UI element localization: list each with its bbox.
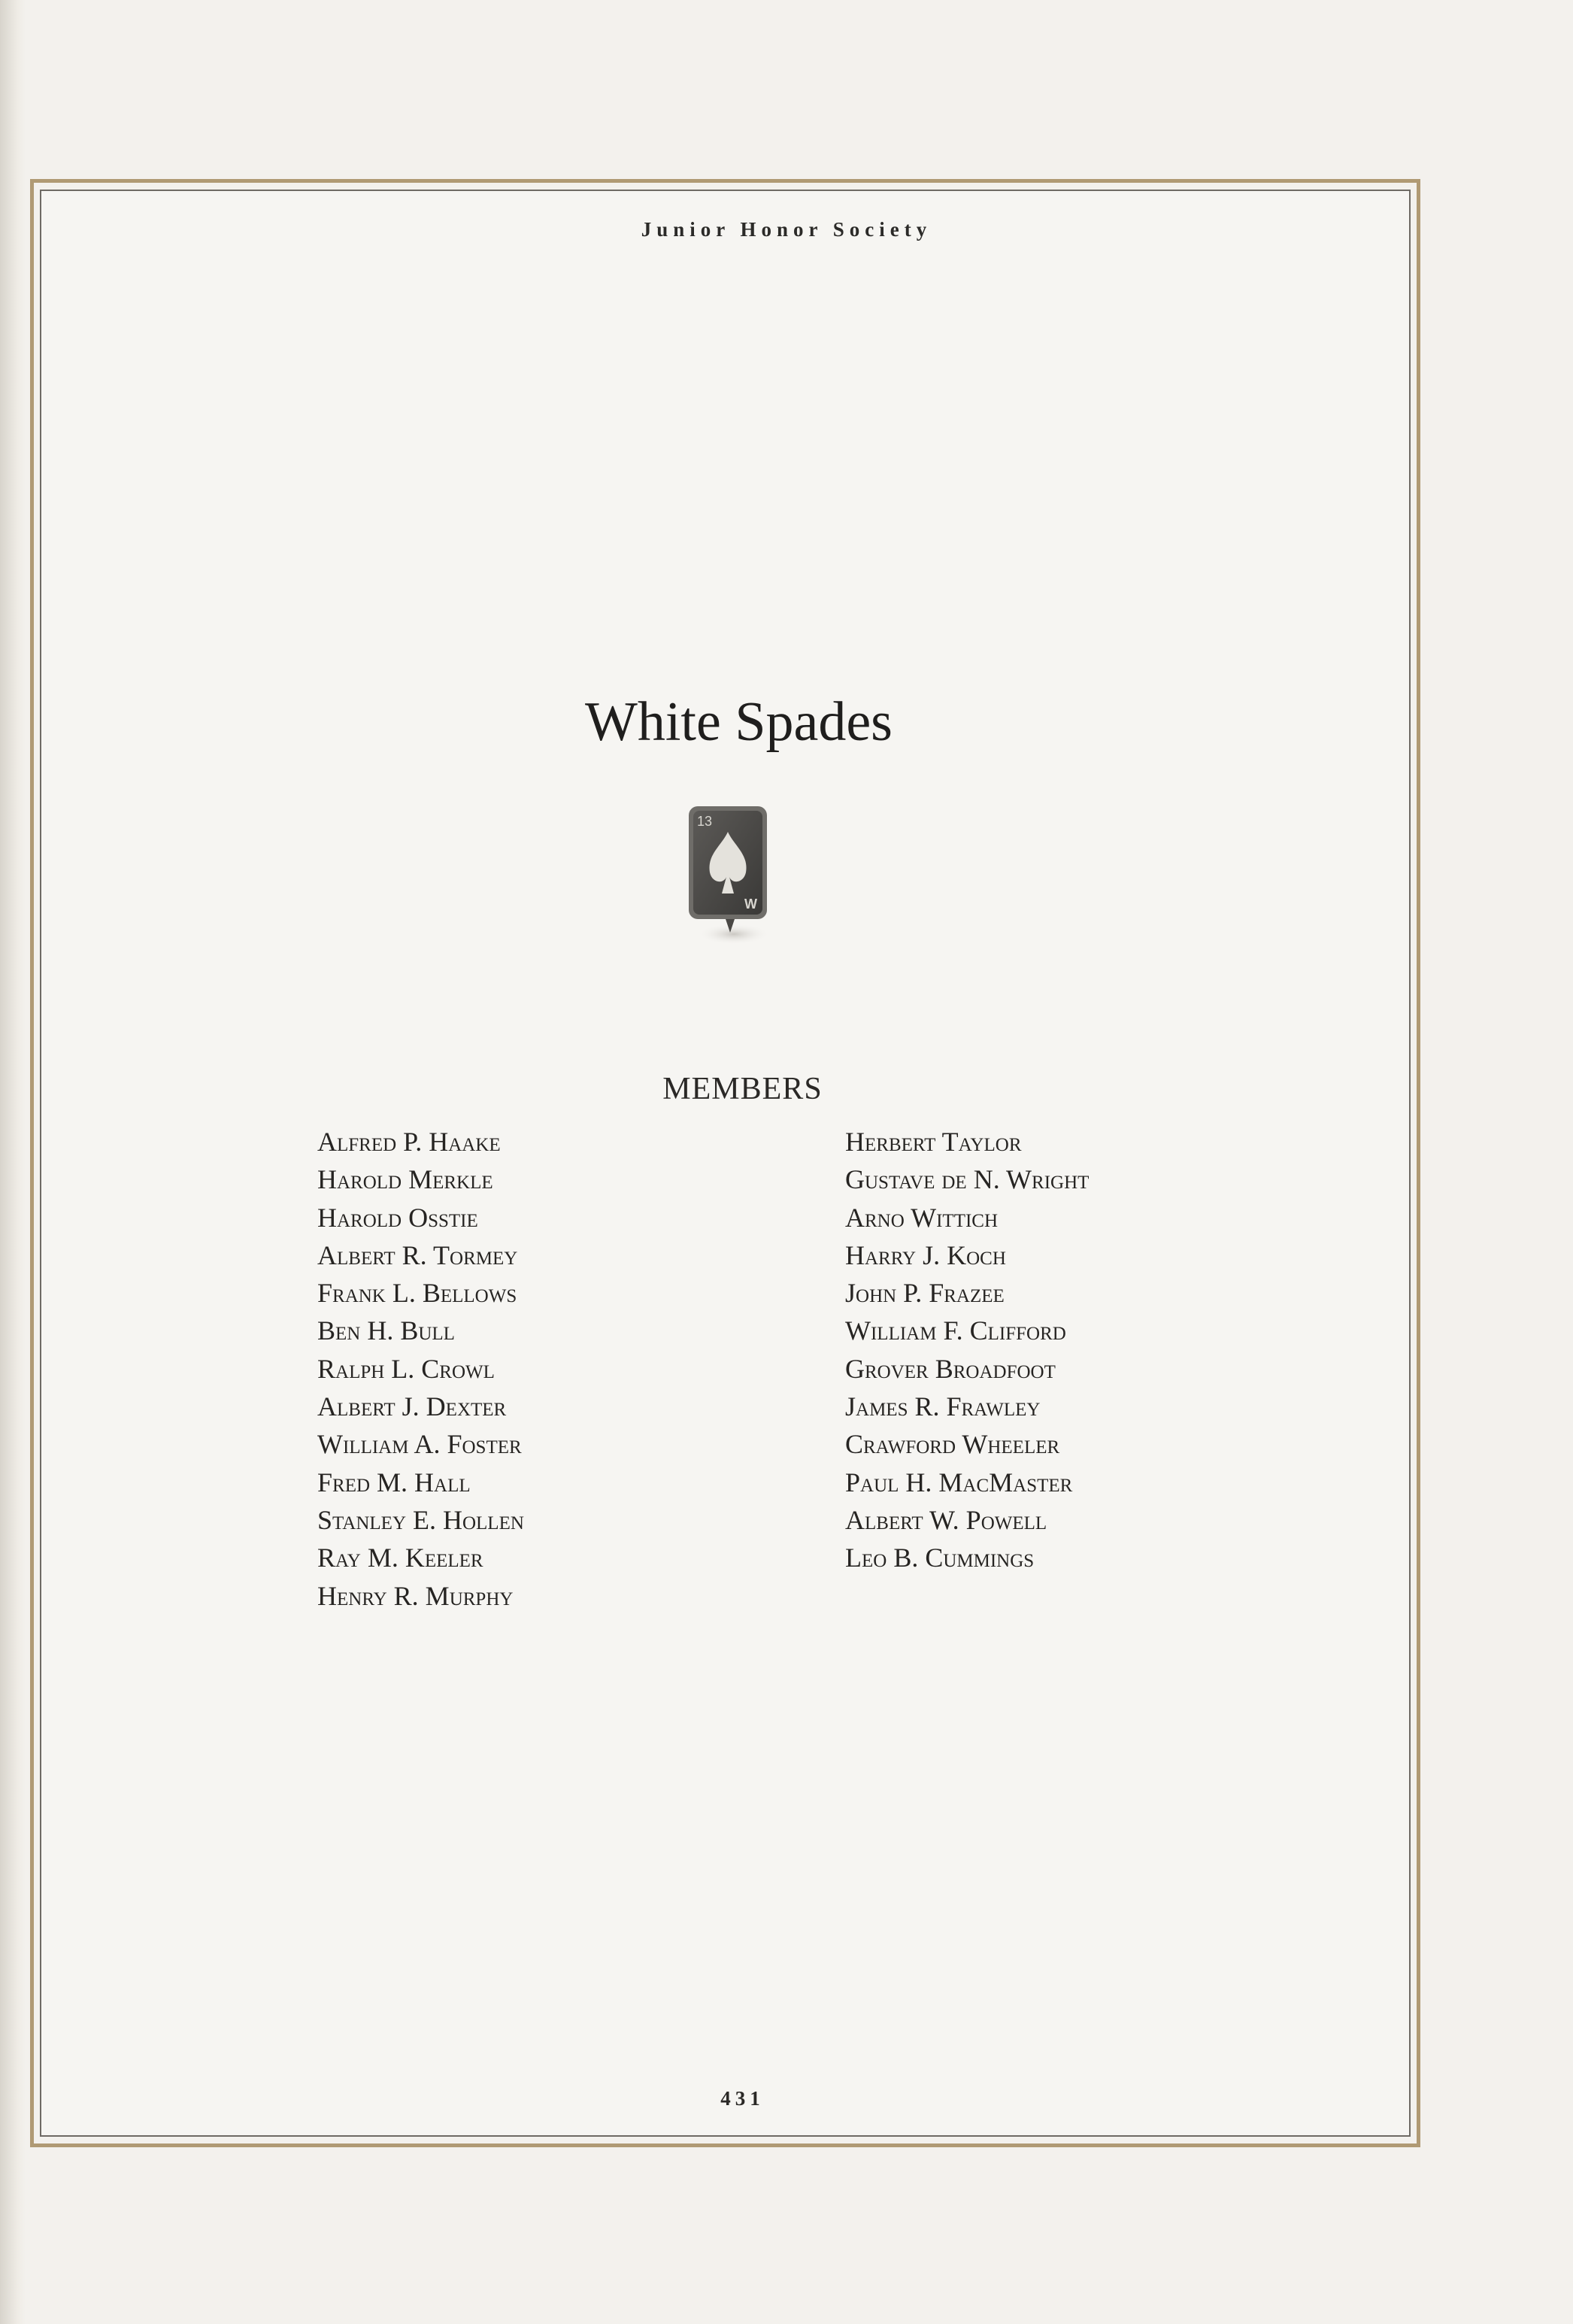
member-name: Albert R. Tormey	[317, 1239, 518, 1270]
member-name: Fred M. Hall	[317, 1467, 471, 1497]
page-number: 431	[720, 2087, 765, 2110]
member-name: Paul H. MacMaster	[845, 1467, 1073, 1497]
member-name: Leo B. Cummings	[845, 1543, 1035, 1573]
member-name: Harold Merkle	[317, 1164, 493, 1195]
member-name: William F. Clifford	[845, 1315, 1066, 1346]
member-name: Stanley E. Hollen	[317, 1504, 524, 1535]
member-name: William A. Foster	[317, 1429, 522, 1460]
member-name: Crawford Wheeler	[845, 1429, 1060, 1460]
member-name: Henry R. Murphy	[317, 1580, 514, 1611]
member-name: Frank L. Bellows	[317, 1278, 517, 1309]
member-name: Ralph L. Crowl	[317, 1353, 495, 1384]
member-name: Arno Wittich	[845, 1202, 999, 1233]
member-name: Gustave de N. Wright	[845, 1164, 1090, 1195]
running-head: Junior Honor Society	[641, 218, 932, 241]
member-name: Harold Osstie	[317, 1202, 478, 1233]
member-name: Alfred P. Haake	[317, 1127, 501, 1157]
member-name: Albert W. Powell	[845, 1504, 1047, 1535]
member-name: John P. Frazee	[845, 1278, 1005, 1309]
member-name: James R. Frawley	[845, 1391, 1041, 1422]
members-list-left	[317, 1123, 524, 1615]
page-title: White Spades	[585, 691, 893, 753]
member-name: Harry J. Koch	[845, 1239, 1006, 1270]
members-list-right	[845, 1123, 1089, 1577]
emblem-bottom-label: W	[744, 897, 757, 912]
page-border-inner	[40, 190, 1411, 2137]
binding-shadow	[0, 0, 26, 2324]
member-name: Ben H. Bull	[317, 1315, 455, 1346]
member-name: Ray M. Keeler	[317, 1543, 483, 1573]
member-name: Herbert Taylor	[845, 1127, 1022, 1157]
member-name: Grover Broadfoot	[845, 1353, 1056, 1384]
emblem-top-label: 13	[697, 814, 713, 829]
member-name: Albert J. Dexter	[317, 1391, 507, 1422]
members-heading: MEMBERS	[662, 1072, 823, 1106]
spade-pin-icon	[684, 800, 774, 951]
